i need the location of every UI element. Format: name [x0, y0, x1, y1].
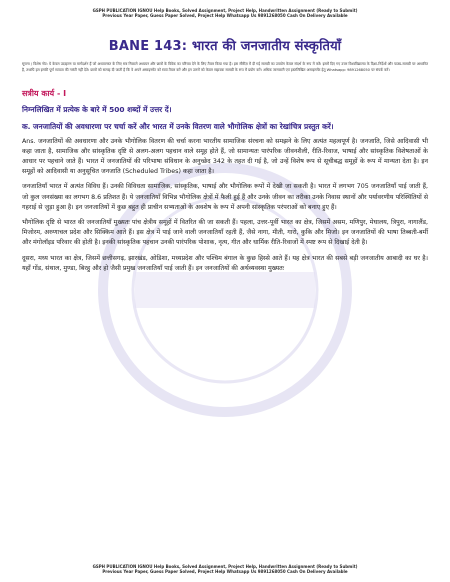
question-heading: क. जनजातियों की अवधारणा पर चर्चा करें और भारत में उनके वितरण वाले भौगोलिक क्षेत्रों का रेखांचित्र प्रस्तुत करें। — [22, 121, 334, 131]
answer-paragraph-3: भौगोलिक दृष्टि से भारत की जनजातियाँ मुख्यतः पांच क्षेत्रीय समूहों में वितरित की जा सकती हैं। पहला, उत्तर-पूर्वी भारत का क्षेत्र, जिसमें असम, मणिपुर, मेघालय, त्रिपुरा, नागालैंड, मिजोरम, अरुणाचल प्रदेश और सिक्किम आते हैं। इस क्षेत्र में पाई जाने वाली जनजातियाँ रहती हैं, जैसे नागा, मीती, गारो, कुकि और मिजो। इन जनजातियों की भाषा तिब्बती-बर्मी और मंगोलॉइड परिवार की होती है। इनकी सांस्कृतिक पहचान उनकी पारंपरिक पोशाक, नृत्य, गीत और धार्मिक रीति-रिवाजों में स्पष्ट रूप से दिखाई देती है। — [22, 219, 428, 247]
page-footer — [22, 564, 428, 574]
section-label: सत्रीय कार्य - I — [22, 88, 67, 98]
header-line-2: Previous Year Paper, Guess Paper Solved, Project Help Whatsapp Us 9891268050 Cash On Delivery Available — [102, 13, 348, 19]
header-line-1: GSPH PUBLICATION IGNOU Help Books, Solved Assignment, Project Help, Handwritten Assignment (Ready to Submit) — [92, 8, 358, 13]
answer-paragraph-1: Ans. जनजातियों की अवधारणा और उनके भौगोलिक वितरण की चर्चा करना भारतीय सामाजिक संरचना को समझने के लिए अत्यंत महत्वपूर्ण है। जनजाति, जिसे आदिवासी भी कहा जाता है, सामाजिक और सांस्कृतिक दृष्टि से अलग-अलग पहचान वाले समूह होते हैं, जो सामान्यतः पारंपरिक जीवनशैली, रीति-रिवाज, भाषाई और सांस्कृतिक विशेषताओं के आधार पर पहचाने जाते हैं। भारत में जनजातियों की परिभाषा संविधान के अनुच्छेद 342 के तहत दी गई है, जो उन्हें विशेष रूप से सूचीबद्ध समूहों के रूप में मान्यता देता है। इन समूहों को आदिवासी या अनुसूचित जनजाति (Scheduled Tribes) कहा जाता है। — [22, 137, 428, 176]
disclaimer-note: सूचना / विशेष नोट: ये केवल उदाहरण या मार्गदर्शन हैं जो अध्ययनरत के लिए सत्र निकाले अध्ययन और छात्रों के विवेक का परिचय देने के लिए तैयार किया गया है। इस सीरीज़ में दी गई सामग्री का उपयोग केवल संदर्भ के रूप में करें। इसमें दिए गए उत्तर विश्वविद्यालय के दिशा-निर्देशों और पाठ्य-सामग्री पर आधारित हैं, तथापि हम इनकी पूर्ण सत्यता की गारंटी नहीं देते। छात्रों को सलाह दी जाती है कि वे अपने असाइनमेंट को स्वयं तैयार करें और इन उत्तरों को केवल सहायक सामग्री के रूप में प्रयोग करें। अधिक जानकारी एवं हस्तलिखित असाइनमेंट हेतु Whatsapp: 9891268050 पर संपर्क करें। — [22, 62, 428, 72]
document-page — [0, 0, 450, 274]
footer-line-2: Previous Year Paper, Guess Paper Solved, Project Help Whatsapp Us 9891268050 Cash On Delivery Available — [102, 568, 348, 574]
document-title: BANE 143: भारत की जनजातीय संस्कृतियाँ — [108, 39, 342, 55]
instruction-text: निम्नलिखित में प्रत्येक के बारे में 500 शब्दों में उत्तर दें। — [22, 104, 172, 114]
answer-paragraph-4: दूसरा, मध्य भारत का क्षेत्र, जिसमें छत्तीसगढ़, झारखंड, ओडिशा, मध्यप्रदेश और पश्चिम बंगाल के कुछ हिस्से आते हैं। यह क्षेत्र भारत की सबसे बड़ी जनजातीय आबादी का घर है। यहाँ गोंड, संथाल, मुण्डा, बिरहु और हो जैसी प्रमुख जनजातियाँ पाई जाती हैं। इन जनजातियों की अर्थव्यवस्था मुख्यतः — [22, 254, 428, 272]
footer-line-1: GSPH PUBLICATION IGNOU Help Books, Solved Assignment, Project Help, Handwritten Assignment (Ready to Submit) — [92, 563, 358, 569]
answer-paragraph-2: जनजातियाँ भारत में अत्यंत विविध हैं। उनकी विविधता सामाजिक, सांस्कृतिक, भाषाई और भौगोलिक रूपों में देखी जा सकती है। भारत में लगभग 705 जनजातियाँ पाई जाती हैं, जो कुल जनसंख्या का लगभग 8.6 प्रतिशत हैं। ये जनजातियाँ विभिन्न भौगोलिक क्षेत्रों में फैली हुई हैं और उनके जीवन का तरीका उनके निवास स्थानों और पर्यावरणीय परिस्थितियों से गहराई से जुड़ा हुआ है। इन जनजातियों में कुछ बहुत ही प्राचीन सभ्यताओं के अवशेष के रूप में अपनी सांस्कृतिक परंपराओं को बनाए हुए हैं। — [22, 183, 428, 211]
